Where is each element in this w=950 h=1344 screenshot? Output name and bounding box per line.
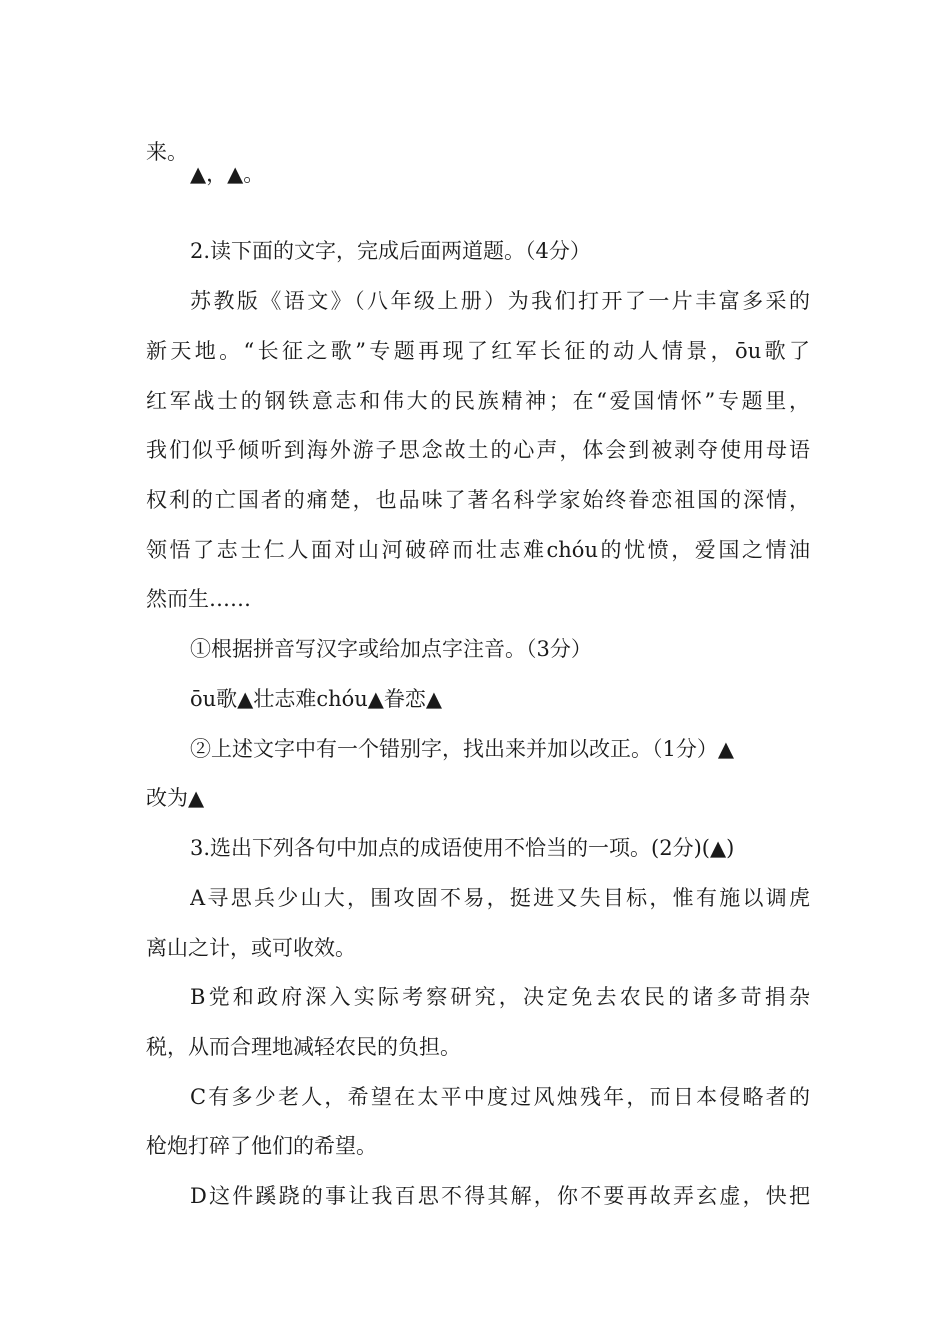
option-a: A寻思兵少山大，围攻固不易，挺进又失目标，惟有施以调虎: [190, 886, 810, 910]
passage-line: 领悟了志士仁人面对山河破碎而壮志难chóu的忧愤，爱国之情油: [146, 538, 810, 562]
option-a-cont: 离山之计，或可收效。: [146, 936, 356, 960]
text-line: 来。: [146, 140, 188, 164]
passage-line: 苏教版《语文》（八年级上册）为我们打开了一片丰富多采的: [190, 289, 810, 313]
subquestion-2: ②上述文字中有一个错别字，找出来并加以改正。（1分）▲: [190, 737, 735, 761]
subquestion-1: ①根据拼音写汉字或给加点字注音。（3分）: [190, 637, 592, 661]
option-b: B党和政府深入实际考察研究，决定免去农民的诸多苛捐杂: [190, 985, 810, 1009]
option-c: C有多少老人，希望在太平中度过风烛残年，而日本侵略者的: [190, 1085, 810, 1109]
passage-line: 红军战士的钢铁意志和伟大的民族精神；在“爱国情怀”专题里，: [146, 389, 810, 413]
question-2-heading: 2.读下面的文字，完成后面两道题。（4分）: [190, 239, 591, 263]
passage-line: 然而生……: [146, 587, 251, 611]
option-d: D这件蹊跷的事让我百思不得其解，你不要再故弄玄虚，快把: [190, 1184, 810, 1208]
option-b-cont: 税，从而合理地减轻农民的负担。: [146, 1035, 461, 1059]
option-c-cont: 枪炮打碎了他们的希望。: [146, 1134, 377, 1158]
answer-blanks-line: ▲，▲。: [190, 162, 265, 186]
passage-line: 权利的亡国者的痛楚，也品味了著名科学家始终眷恋祖国的深情，: [146, 488, 810, 512]
subquestion-1-answers: ōu歌▲壮志难chóu▲眷恋▲: [190, 687, 443, 711]
subquestion-2-answer: 改为▲: [146, 786, 205, 810]
passage-line: 新天地。“长征之歌”专题再现了红军长征的动人情景，ōu歌了: [146, 339, 810, 363]
question-3-heading: 3.选出下列各句中加点的成语使用不恰当的一项。(2分)(▲): [190, 836, 735, 860]
passage-line: 我们似乎倾听到海外游子思念故土的心声，体会到被剥夺使用母语: [146, 438, 810, 462]
